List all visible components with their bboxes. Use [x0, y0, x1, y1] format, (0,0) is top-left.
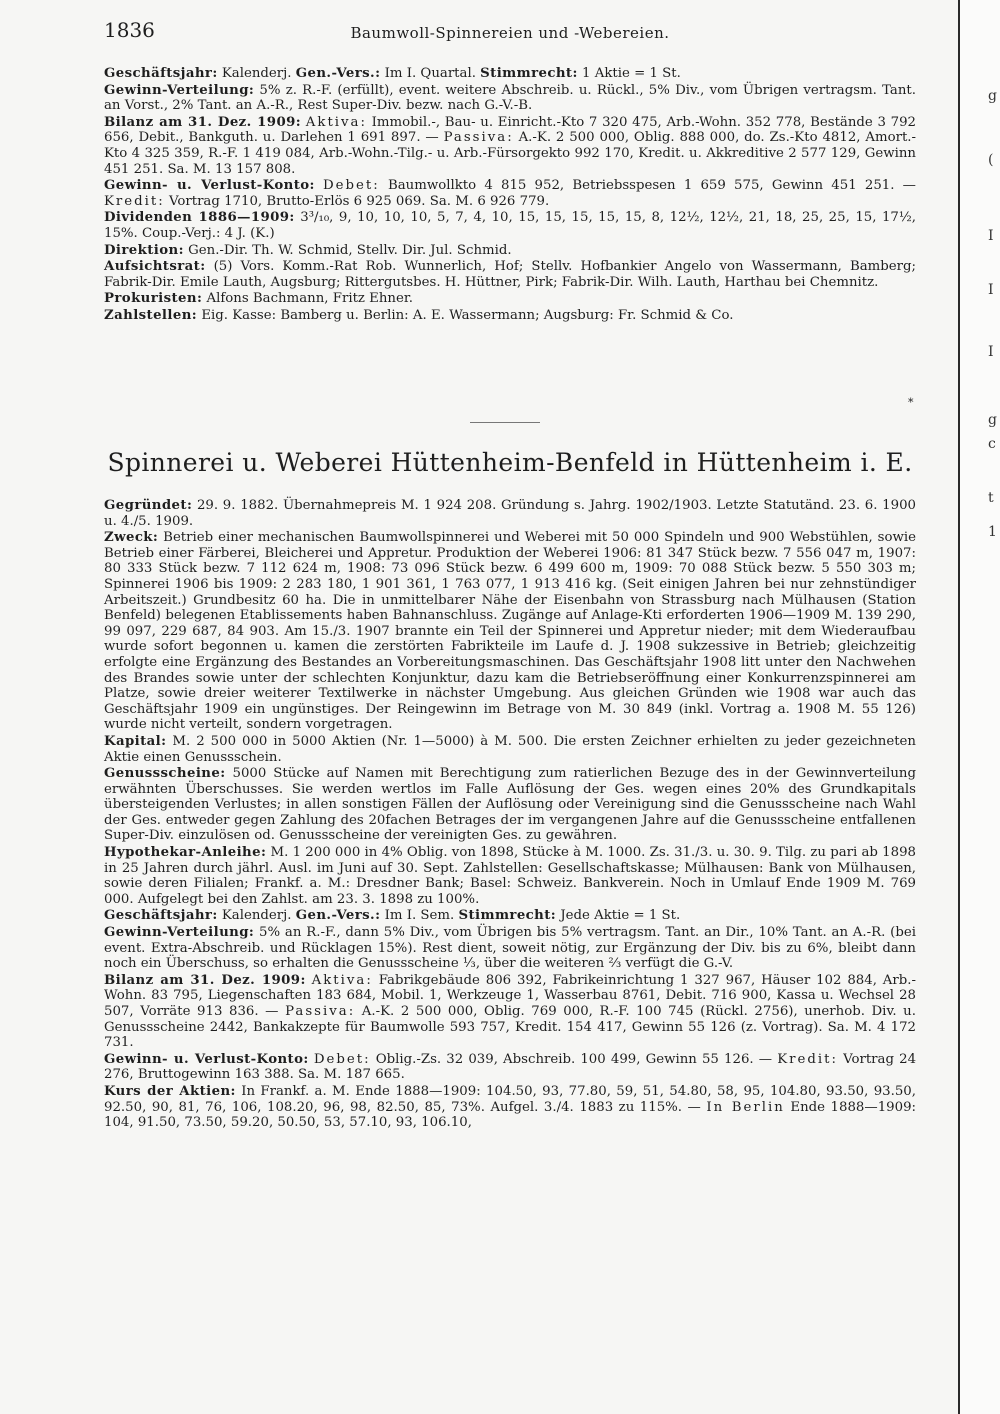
zahlstellen: Zahlstellen: Eig. Kasse: Bamberg u. Berlin: A. E. Wassermann; Augsburg: Fr. Schmid & Co. [104, 307, 734, 323]
footnote-star: * [908, 396, 914, 409]
page-number: 1836 [104, 18, 155, 42]
meta-line: Geschäftsjahr: Kalenderj. Gen.-Vers.: Im I. Sem. Stimmrecht: Jede Aktie = 1 St. [104, 908, 681, 924]
gewinn-verteilung: Gewinn-Verteilung: 5% an R.-F., dann 5% Div., vom Übrigen bis 5% vertragsm. Tant. an Dir., 10% Tant. an A.-R. (bei event. Extra-Abschreib. und Rücklagen 15%). Rest dient, soweit nötig, zur Ergänzung der Div. bis zu 6%, bleibt dann noch ein Überschuss, so erhalten die Genussscheine ⅓, über die weiteren ⅔ verfügt die G.-V. [104, 925, 916, 972]
edge-fragment: I [988, 344, 994, 360]
adjacent-page-edge [958, 0, 1000, 1414]
gewinn-verteilung: Gewinn-Verteilung: 5% z. R.-F. (erfüllt), event. weitere Abschreib. u. Rückl., 5% Div., vom Übrigen vertragsm. Tant. an Vorst., 2% Tant. an A.-R., Rest Super-Div. bezw. nach G.-V.-B. [104, 82, 916, 114]
zweck: Zweck: Betrieb einer mechanischen Baumwollspinnerei und Weberei mit 50 000 Spindeln und 900 Webstühlen, sowie Betrieb einer Färberei, Bleicherei und Appretur. Produktion der Weberei 1906: 81 347 Stück bezw. 7 556 047 m, 1907: 80 333 Stück bezw. 7 112 624 m, 1908: 73 096 Stück bezw. 6 499 600 m, 1909: 70 088 Stück bezw. 5 550 303 m; Spinnerei 1906 bis 1909: 2 283 180, 1 901 361, 1 763 077, 1 913 416 kg. (Seit einigen Jahren bei nur zehnstündiger Arbeitszeit.) Grundbesitz 60 ha. Die in unmittelbarer Nähe der Eisenbahn von Strassburg nach Mülhausen (Station Benfeld) belegenen Etablissements haben Bahnanschluss. Zugänge auf Anlage-Kti erforderten 1906—1909 M. 139 290, 99 097, 229 687, 84 903. Am 15./3. 1907 brannte ein Teil der Spinnerei und Appretur nieder; mit dem Wiederaufbau wurde sofort begonnen u. kamen die zerstörten Fabrikteile im Laufe d. J. 1908 sukzessive in Betrieb; gleichzeitig erfolgte eine Ergänzung des Bestandes an Vorbereitungsmaschinen. Das Geschäftsjahr 1908 litt unter den Nachwehen des Brandes sowie unter der schlechten Konjunktur, dazu kam die Betriebseröffnung einer Konkurrenzspinnerei am Platze, sowie dreier weiterer Textilwerke in nächster Umgebung. Aus gleichen Gründen wie 1908 war auch das Geschäftsjahr 1909 ein ungünstiges. Der Reingewinn im Betrage von M. 30 849 (inkl. Vortrag a. 1908 M. 55 126) wurde nicht verteilt, sondern vorgetragen. [104, 530, 916, 733]
direktion: Direktion: Gen.-Dir. Th. W. Schmid, Stellv. Dir. Jul. Schmid. [104, 242, 512, 258]
genussscheine: Genussscheine: 5000 Stücke auf Namen mit Berechtigung zum ratierlichen Bezuge des in der Gewinnverteilung erwähnten Überschusses. Sie werden wertlos im Falle Auflösung der Ges. wegen eines 20% des Grundkapitals übersteigenden Verlustes; in allen sonstigen Fällen der Auflösung oder Vereinigung sind die Genussscheine nach Wahl der Ges. entweder gegen Zahlung des 20fachen Betrages der im vergangenen Jahre auf die Genussscheine entfallenen Super-Div. einzulösen od. Genussscheine der vereinigten Ges. zu gewähren. [104, 766, 916, 844]
gewinn-verlust-konto: Gewinn- u. Verlust-Konto: Debet: Oblig.-Zs. 32 039, Abschreib. 100 499, Gewinn 55 126. — Kredit: Vortrag 24 276, Bruttogewinn 163 388. Sa. M. 187 665. [104, 1051, 917, 1083]
company-entry [104, 498, 916, 1131]
edge-fragment: I [988, 282, 994, 298]
edge-fragment: c [988, 436, 996, 452]
gegruendet: Gegründet: 29. 9. 1882. Übernahmepreis M. 1 924 208. Gründung s. Jahrg. 1902/1903. Letzte Statutänd. 23. 6. 1900 u. 4./5. 1909. [104, 498, 916, 529]
kurs-der-aktien: Kurs der Aktien: In Frankf. a. M. Ende 1888—1909: 104.50, 93, 77.80, 59, 51, 54.80, 58, 95, 104.80, 93.50, 93.50, 92.50, 90, 81, 76, 106, 108.20, 96, 98, 82.50, 85, 73%. Aufgel. 3./4. 1883 zu 115%. — In Berlin Ende 1888—1909: 104, 91.50, 73.50, 59.20, 50.50, 53, 57.10, 93, 106.10, [104, 1083, 917, 1131]
edge-fragment: I [988, 228, 994, 244]
bilanz: Bilanz am 31. Dez. 1909: Aktiva: Fabrikgebäude 806 392, Fabrikeinrichtung 1 327 967, Häuser 102 884, Arb.-Wohn. 83 795, Liegenschaften 183 684, Mobil. 1, Werkzeuge 1, Wasserbau 8761, Debit. 716 900, Kassa u. Wechsel 28 507, Vorräte 913 836. — Passiva: A.-K. 2 500 000, Oblig. 769 000, R.-F. 100 745 (Rückl. 2756), unerhob. Div. u. Genussscheine 2442, Bankakzepte für Baumwolle 593 757, Kredit. 154 417, Gewinn 55 126 (z. Vortrag). Sa. M. 4 172 731. [104, 972, 916, 1051]
page-header [104, 18, 916, 48]
edge-fragment: g [988, 412, 997, 428]
kapital: Kapital: M. 2 500 000 in 5000 Aktien (Nr. 1—5000) à M. 500. Die ersten Zeichner erhielten zu jeder gezeichneten Aktie einen Genussschein. [104, 733, 916, 765]
section-separator [470, 422, 540, 423]
edge-fragment: 1 [988, 524, 997, 540]
previous-company-tail [104, 66, 916, 324]
hypothekar-anleihe: Hypothekar-Anleihe: M. 1 200 000 in 4% Oblig. von 1898, Stücke à M. 1000. Zs. 31./3. u. 30. 9. Tilg. zu pari ab 1898 in 25 Jahren durch jährl. Ausl. im Juni auf 30. Sept. Zahlstellen: Gesellschaftskasse; Mülhausen: Bank von Mülhausen, sowie deren Filialen; Frankf. a. M.: Dresdner Bank; Basel: Schweiz. Bankverein. Noch in Umlauf Ende 1909 M. 769 000. Aufgelegt bei den Zahlst. am 23. 3. 1898 zu 100%. [104, 845, 916, 907]
edge-fragment: t [988, 490, 994, 506]
bilanz: Bilanz am 31. Dez. 1909: Aktiva: Immobil.-, Bau- u. Einricht.-Kto 7 320 475, Arb.-Wohn. 352 778, Bestände 3 792 656, Debit., Bankguth. u. Darlehen 1 691 897. — Passiva: A.-K. 2 500 000, Oblig. 888 000, do. Zs.-Kto 4812, Amort.-Kto 4 325 359, R.-F. 1 419 084, Arb.-Wohn.-Tilg.- u. Arb.-Fürsorgekto 992 170, Kredit. u. Akkreditive 2 577 129, Gewinn 451 251. Sa. M. 13 157 808. [104, 114, 917, 177]
aufsichtsrat: Aufsichtsrat: (5) Vors. Komm.-Rat Rob. Wunnerlich, Hof; Stellv. Hofbankier Angelo von Wassermann, Bamberg; Fabrik-Dir. Emile Lauth, Augsburg; Rittergutsbes. H. Hüttner, Pirk; Fabrik-Dir. Wilh. Lauth, Harthau bei Chemnitz. [104, 259, 916, 290]
meta-line: Geschäftsjahr: Kalenderj. Gen.-Vers.: Im I. Quartal. Stimmrecht: 1 Aktie = 1 St. [104, 66, 681, 81]
dividenden: Dividenden 1886—1909: 3³/₁₀, 9, 10, 10, 10, 5, 7, 4, 10, 15, 15, 15, 15, 15, 8, 12½, 12½, 21, 18, 25, 25, 15, 17½, 15%. Coup.-Verj.: 4 J. (K.) [104, 210, 916, 241]
company-heading: Spinnerei u. Weberei Hüttenheim-Benfeld in Hüttenheim i. E. [107, 448, 913, 477]
running-title: Baumwoll-Spinnereien und -Webereien. [350, 24, 670, 42]
prokuristen: Prokuristen: Alfons Bachmann, Fritz Ehner. [104, 291, 413, 307]
edge-fragment: g [988, 88, 997, 104]
gewinn-verlust-konto: Gewinn- u. Verlust-Konto: Debet: Baumwollkto 4 815 952, Betriebsspesen 1 659 575, Gewinn 451 251. — Kredit: Vortrag 1710, Brutto-Erlös 6 925 069. Sa. M. 6 926 779. [104, 178, 916, 209]
edge-fragment: ( [988, 152, 994, 168]
